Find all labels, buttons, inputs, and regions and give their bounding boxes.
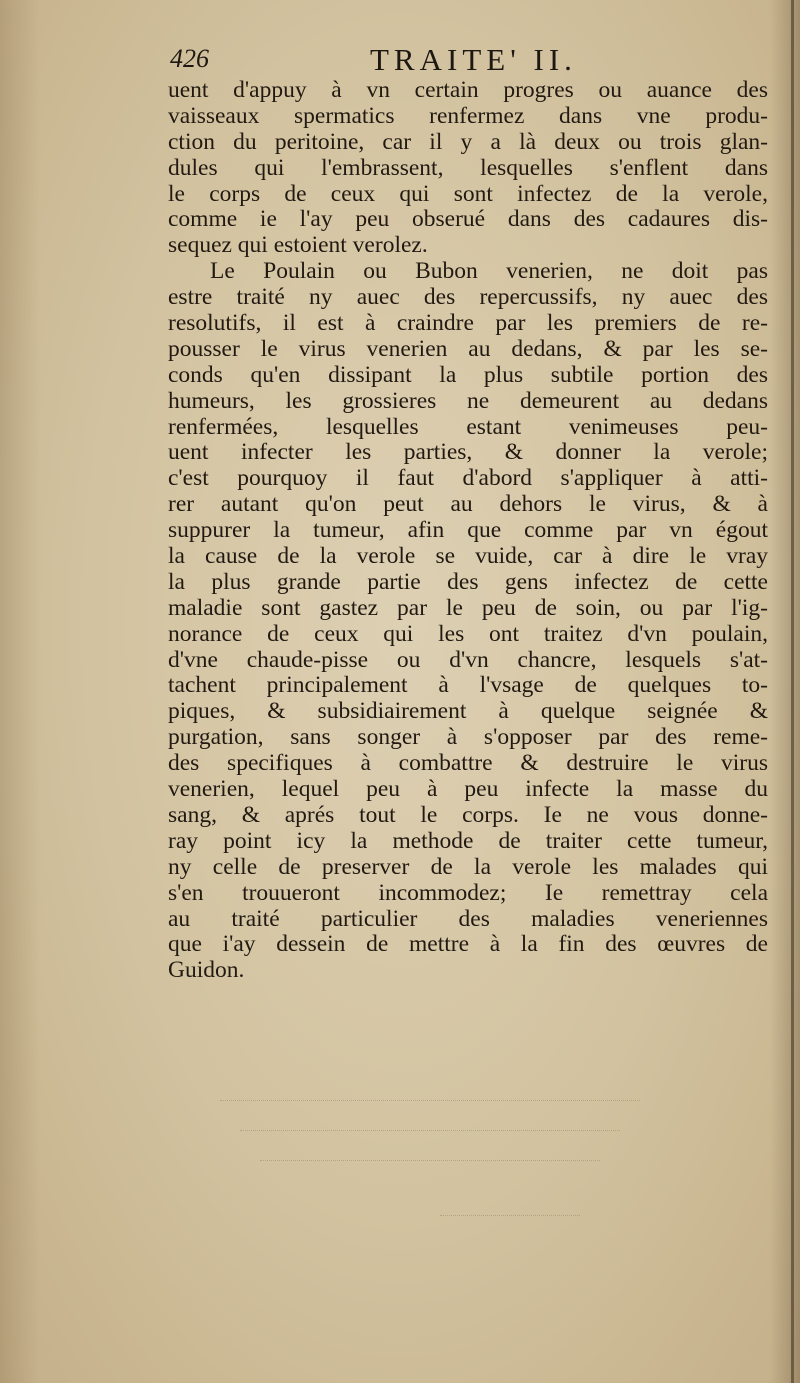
page-number: 426 [170, 44, 209, 73]
text-line: dules qui l'embrassent, lesquelles s'enflent dans [168, 155, 768, 181]
page-shadow-left [0, 0, 40, 1383]
text-line: c'est pourquoy il faut d'abord s'appliquer à atti- [168, 466, 768, 492]
text-line: suppurer la tumeur, afin que comme par vn égout [168, 518, 768, 544]
text-line: resolutifs, il est à craindre par les premiers de re- [168, 311, 768, 337]
text-line: purgation, sans songer à s'opposer par des reme- [168, 725, 768, 751]
text-line: le corps de ceux qui sont infectez de la verole, [168, 181, 768, 207]
text-line: norance de ceux qui les ont traitez d'vn poulain, [168, 621, 768, 647]
text-line: sang, & aprés tout le corps. Ie ne vous donne- [168, 802, 768, 828]
running-title: TRAITE' II. [370, 42, 577, 77]
text-line: uent infecter les parties, & donner la verole; [168, 440, 768, 466]
text-line: sequez qui estoient verolez. [168, 233, 428, 259]
text-line: piques, & subsidiairement à quelque seignée & [168, 699, 768, 725]
page-edge [791, 0, 794, 1383]
body-text [168, 78, 768, 984]
text-line: s'en trouueront incommodez; Ie remettray cela [168, 880, 768, 906]
text-line: la plus grande partie des gens infectez de cette [168, 569, 768, 595]
text-line: ray point icy la methode de traiter cette tumeur, [168, 828, 768, 854]
text-line: renfermées, lesquelles estant venimeuses peu- [168, 414, 768, 440]
text-line: que i'ay dessein de mettre à la fin des œuvres de [168, 932, 768, 958]
text-line: au traité particulier des maladies veneriennes [168, 906, 768, 932]
text-line: ny celle de preserver de la verole les malades qui [168, 854, 768, 880]
text-line: des specifiques à combattre & destruire le virus [168, 751, 768, 777]
text-line: vaisseaux spermatics renfermez dans vne produ- [168, 103, 768, 129]
show-through-mark [440, 1215, 580, 1232]
text-line: ction du peritoine, car il y a là deux ou trois glan- [168, 129, 768, 155]
text-line: rer autant qu'on peut au dehors le virus, & à [168, 492, 768, 518]
show-through-mark [240, 1130, 620, 1147]
text-line: humeurs, les grossieres ne demeurent au dedans [168, 388, 768, 414]
text-line: pousser le virus venerien au dedans, & par les se- [168, 336, 768, 362]
text-line: maladie sont gastez par le peu de soin, ou par l'ig- [168, 595, 768, 621]
show-through-mark [260, 1160, 600, 1177]
page-header [150, 40, 620, 82]
text-line: venerien, lequel peu à peu infecte la masse du [168, 777, 768, 803]
text-line: Le Poulain ou Bubon venerien, ne doit pas [210, 259, 768, 285]
text-line: Guidon. [168, 958, 245, 984]
text-line: estre traité ny auec des repercussifs, ny auec des [168, 285, 768, 311]
show-through-mark [220, 1100, 640, 1117]
text-line: comme ie l'ay peu obserué dans des cadaures dis- [168, 207, 768, 233]
text-line: tachent principalement à l'vsage de quelques to- [168, 673, 768, 699]
text-line: la cause de la verole se vuide, car à dire le vray [168, 544, 768, 570]
text-line: uent d'appuy à vn certain progres ou auance des [168, 78, 768, 103]
page-shadow-right [770, 0, 800, 1383]
text-line: d'vne chaude-pisse ou d'vn chancre, lesquels s'at- [168, 647, 768, 673]
text-line: conds qu'en dissipant la plus subtile portion des [168, 362, 768, 388]
